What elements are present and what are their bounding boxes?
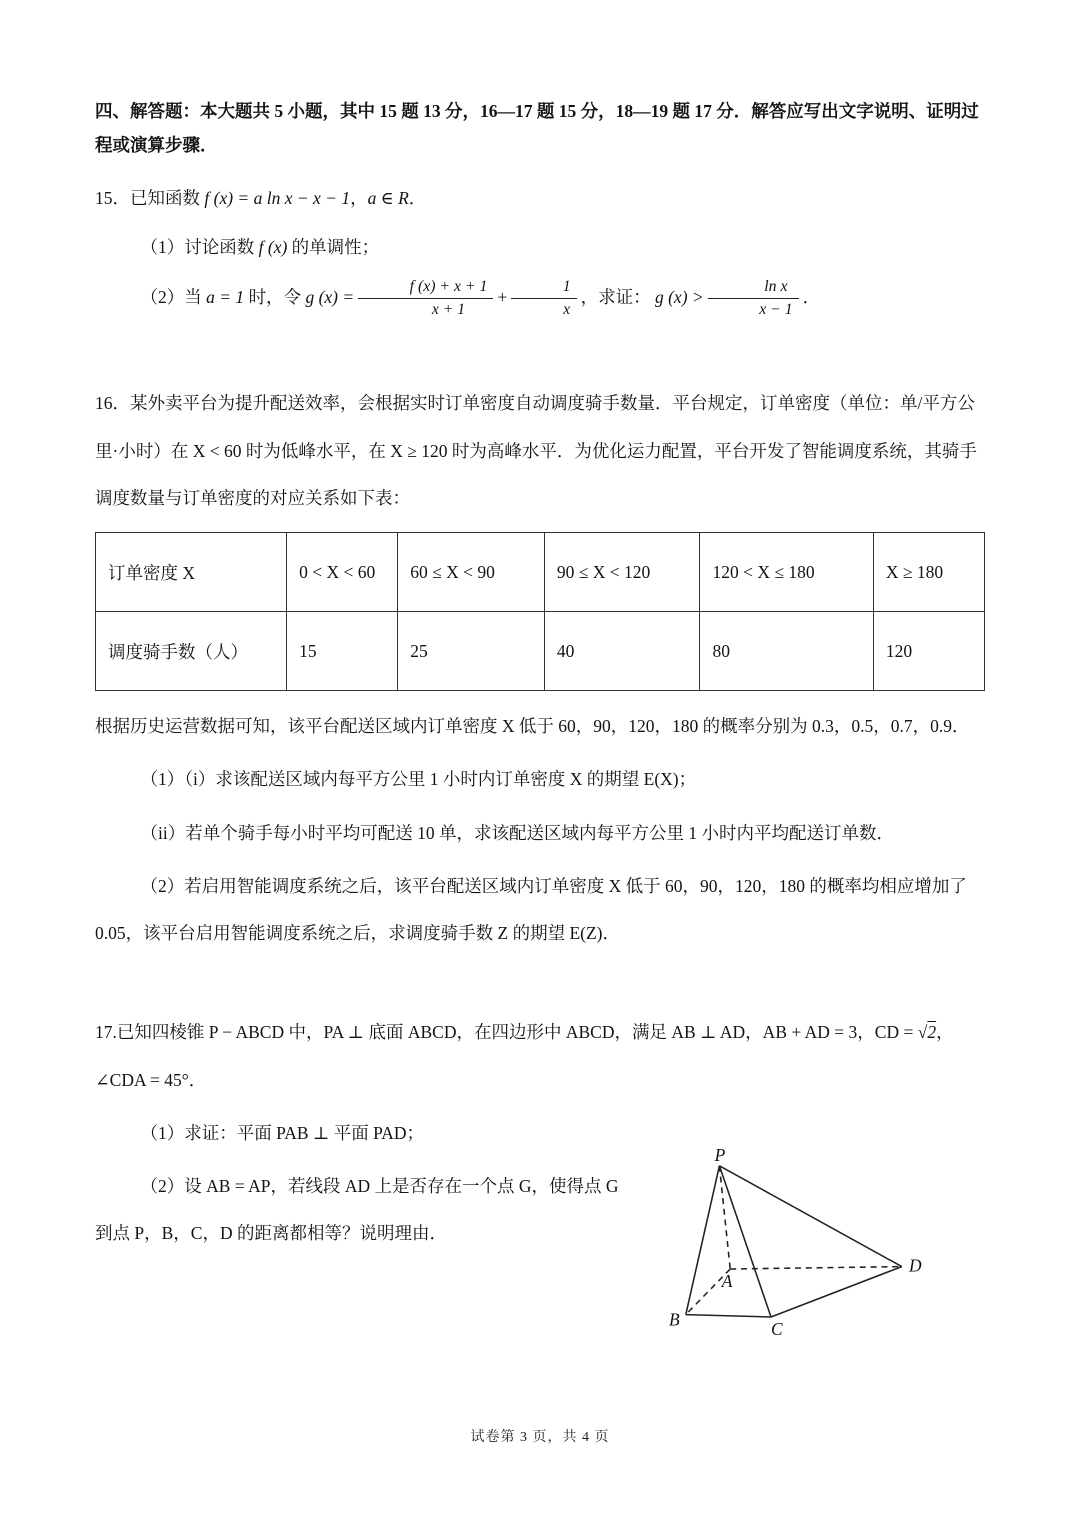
table-cell-riders-4: 80 xyxy=(700,612,873,691)
fraction-3 xyxy=(708,277,799,321)
formula-fx: f (x) = a ln x − x − 1 xyxy=(204,188,351,209)
text-run: 时，令 xyxy=(244,286,306,307)
section-header: 四、解答题：本大题共 5 小题，其中 15 题 13 分，16—17 题 15 分，18—19 题 17 分．解答应写出文字说明、证明过程或演算步骤． xyxy=(95,101,979,156)
table-cell-riders-2: 25 xyxy=(398,612,545,691)
plus-sign: + xyxy=(497,286,508,307)
fraction-numerator: 1 xyxy=(511,277,576,299)
fraction-numerator: ln x xyxy=(708,277,799,299)
dispatch-table xyxy=(95,532,985,691)
table-cell-riders-label: 调度骑手数（人） xyxy=(96,612,287,691)
pyramid-figure xyxy=(651,1145,933,1341)
table-cell-range-1: 0 < X < 60 xyxy=(287,533,398,612)
text-run: ． xyxy=(802,286,821,307)
table-cell-density-label: 订单密度 X xyxy=(96,533,287,612)
text-run: ，求证： xyxy=(580,286,655,307)
table-cell-range-3: 90 ≤ X < 120 xyxy=(544,533,700,612)
p15-part2 xyxy=(95,277,985,321)
table-header-row xyxy=(96,533,985,612)
p17-intro xyxy=(95,1009,985,1104)
edge-PD xyxy=(719,1166,901,1267)
radicand: 2 xyxy=(927,1022,937,1043)
edge-AD xyxy=(730,1267,902,1269)
fraction-denominator: x xyxy=(563,300,571,318)
radical-sign: √ xyxy=(917,1022,928,1043)
text-run: （1）讨论函数 xyxy=(140,237,259,258)
page-footer: 试卷第 3 页，共 4 页 xyxy=(470,1430,610,1445)
table-data-row xyxy=(96,612,985,691)
edge-BC xyxy=(686,1315,771,1317)
table-cell-riders-3: 40 xyxy=(544,612,700,691)
fraction-denominator: x + 1 xyxy=(431,300,466,318)
formula-gx-eq: g (x) = xyxy=(305,286,355,307)
table-cell-riders-1: 15 xyxy=(287,612,398,691)
table-cell-riders-5: 120 xyxy=(873,612,984,691)
formula-a-eq-1: a = 1 xyxy=(206,286,245,307)
vertex-label-p: P xyxy=(714,1145,726,1166)
vertex-label-b: B xyxy=(669,1309,680,1330)
p15-intro xyxy=(95,178,985,219)
formula-fx-short: f (x) xyxy=(258,237,288,258)
p17-part2-block xyxy=(95,1145,985,1340)
p17-part2: （2）设 AB = AP，若线段 AD 上是否存在一个点 G，使得点 G 到点 P，B，C，D 的距离都相等？说明理由． xyxy=(95,1176,619,1244)
fraction-numerator: f (x) + x + 1 xyxy=(358,277,493,299)
edge-CD xyxy=(771,1267,902,1317)
p16-intro: 16．某外卖平台为提升配送效率，会根据实时订单密度自动调度骑手数量．平台规定，订单密度（单位：单/平方公里·小时）在 X < 60 时为低峰水平，在 X ≥ 120 时为高峰水平．为优化运力配置，平台开发了智能调度系统，其骑手调度数量与订单密度的对应关系如下表： xyxy=(95,393,977,508)
formula-gx-gt: g (x) > xyxy=(654,286,704,307)
table-cell-range-4: 120 < X ≤ 180 xyxy=(700,533,873,612)
text-run: 17.已知四棱锥 P − ABCD 中，PA ⊥ 底面 ABCD，在四边形中 ABCD，满足 AB ⊥ AD，AB + AD = 3，CD = xyxy=(95,1022,918,1043)
p16-part2: （2）若启用智能调度系统之后，该平台配送区域内订单密度 X 低于 60，90，120，180 的概率均相应增加了 0.05，该平台启用智能调度系统之后，求调度骑手数 Z 的期望 E(Z)． xyxy=(95,875,967,944)
p17-part1: （1）求证：平面 PAB ⊥ 平面 PAD； xyxy=(140,1122,425,1143)
fraction-denominator: x − 1 xyxy=(759,300,793,318)
p16-after-table: 根据历史运营数据可知，该平台配送区域内订单密度 X 低于 60，90，120，180 的概率分别为 0.3，0.5，0.7，0.9． xyxy=(95,716,970,737)
text-run: ． xyxy=(408,188,427,209)
fraction-1 xyxy=(358,277,493,321)
text-run: 的单调性； xyxy=(287,237,380,258)
problem-16 xyxy=(95,380,985,957)
text-run: ，∠CDA = 45°． xyxy=(95,1022,954,1090)
p16-part1ii: （ii）若单个骑手每小时平均可配送 10 单，求该配送区域内每平方公里 1 小时内平均配送订单数． xyxy=(140,822,894,843)
table-cell-range-2: 60 ≤ X < 90 xyxy=(398,533,545,612)
table-cell-range-5: X ≥ 180 xyxy=(873,533,984,612)
vertex-label-d: D xyxy=(909,1255,922,1276)
problem-15 xyxy=(95,178,985,320)
text-run: 15．已知函数 xyxy=(95,188,205,209)
sqrt-expression xyxy=(918,1022,936,1042)
edge-PB xyxy=(686,1166,720,1315)
problem-17 xyxy=(95,1009,985,1340)
vertex-label-c: C xyxy=(771,1319,783,1340)
formula-a-in-r: a ∈ R xyxy=(367,188,409,209)
vertex-label-a: A xyxy=(721,1271,733,1292)
p15-part1 xyxy=(95,227,985,268)
p16-part1i: （1）（i）求该配送区域内每平方公里 1 小时内订单密度 X 的期望 E(X)； xyxy=(140,769,697,790)
text-run: ， xyxy=(350,188,368,209)
text-run: （2）当 xyxy=(140,286,207,307)
fraction-2 xyxy=(511,277,576,321)
